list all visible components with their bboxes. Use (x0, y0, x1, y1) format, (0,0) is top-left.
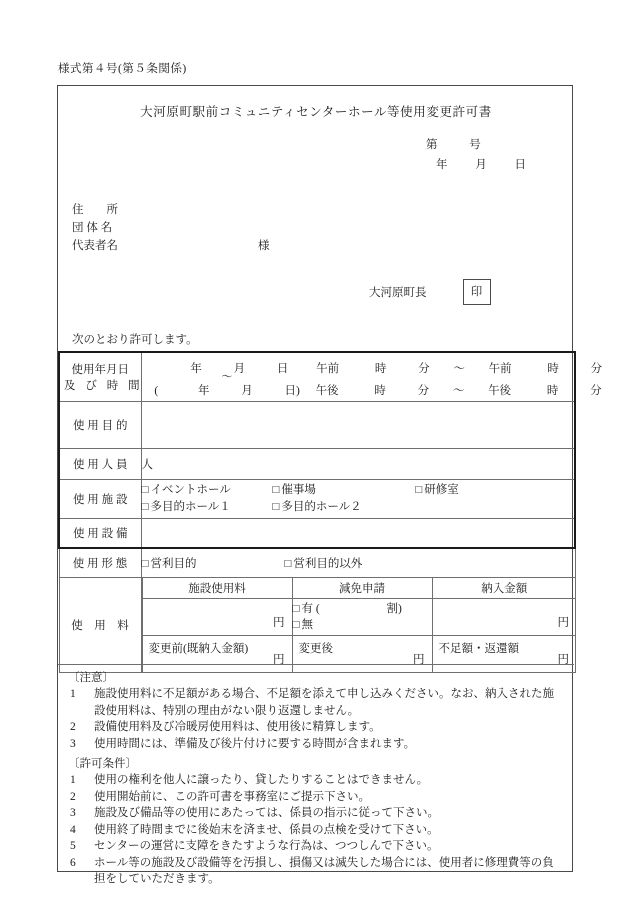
usage-type-option-label: 営利目的 (150, 558, 197, 570)
table-row-purpose (59, 402, 575, 449)
condition-text: センターの運営に支障をきたすような行為は、つつしんで下さい。 (94, 840, 439, 852)
dt2-minute-end: 分 (590, 385, 602, 397)
people-value-cell[interactable] (141, 449, 575, 480)
datetime-label-cell (59, 352, 144, 402)
dt2-hour-start: 時 (374, 385, 386, 397)
honorific-sama: 様 (258, 240, 270, 252)
datetime-value-cell[interactable] (141, 352, 603, 402)
checkbox-icon[interactable]: □ (141, 501, 149, 513)
checkbox-icon[interactable]: □ (415, 484, 423, 496)
datetime-line-second (142, 382, 602, 398)
checkbox-icon[interactable]: □ (272, 484, 280, 496)
dt2-range: 〜 (452, 385, 465, 397)
condition-item (68, 805, 564, 822)
representative-label: 代表者名 (72, 240, 118, 252)
fee-reduction-cell (292, 599, 432, 636)
table-row-usage-type (59, 548, 575, 578)
facility-option-label: 研修室 (424, 484, 459, 496)
currency-yen: 円 (273, 617, 285, 629)
reduction-rate-unit: 割) (386, 603, 402, 615)
table-row-facility (59, 480, 575, 519)
date-month: 月 (475, 159, 487, 171)
note-text: 使用時間には、準備及び後片付けに要する時間が含まれます。 (94, 737, 416, 750)
fee-difference-label: 不足額・返還額 (438, 643, 519, 655)
people-label: 使 用 人 員 (59, 449, 141, 480)
checkbox-icon[interactable]: □ (141, 484, 149, 496)
checkbox-icon[interactable]: □ (292, 619, 300, 631)
condition-text: 使用終了時間までに後始末を済ませ、係員の点検を受けて下さい。 (94, 823, 439, 836)
fee-header-reduction: 減免申請 (292, 578, 432, 599)
dt2-day: 日) (284, 385, 300, 397)
usage-type-options-cell (141, 548, 575, 578)
address-label: 住 所 (72, 204, 118, 216)
note-number: 3 (70, 737, 76, 750)
facility-option-event-hall[interactable] (142, 482, 270, 499)
condition-item (68, 772, 564, 789)
facility-option-saijijo[interactable] (272, 482, 412, 499)
seal-box: 印 (463, 279, 491, 305)
fee-header-facility: 施設使用料 (142, 578, 292, 599)
facility-options-row-2 (142, 499, 575, 516)
facility-option-label: 催事場 (281, 484, 316, 496)
date-year: 年 (436, 159, 448, 171)
facility-options-cell (141, 480, 575, 519)
fee-label: 使 用 料 (59, 578, 141, 673)
usage-type-option-label: 営利目的以外 (293, 558, 363, 570)
table-row-fee (59, 578, 575, 673)
notes-and-conditions-section (58, 664, 574, 894)
group-label: 団 体 名 (72, 222, 113, 234)
note-text: 施設使用料に不足額がある場合、不足額を添えて申し込みください。なお、納入された施設使用料は、特別の理由がない限り返還しません。 (94, 688, 554, 717)
fee-before-change-label: 変更前(既納入金額) (148, 643, 249, 655)
document-frame (57, 85, 603, 885)
currency-yen: 円 (413, 654, 425, 666)
condition-number: 6 (70, 856, 76, 869)
number-unit: 号 (469, 139, 481, 151)
facility-option-multi-hall-1[interactable] (142, 499, 270, 516)
date-day: 日 (514, 159, 526, 171)
facility-option-label: イベントホール (150, 484, 231, 496)
dt2-period-end: 午後 (488, 385, 512, 397)
people-unit: 人 (141, 459, 153, 471)
fee-after-change-label: 変更後 (298, 643, 333, 655)
usage-type-option-commercial[interactable] (142, 555, 282, 571)
facility-option-multi-hall-2[interactable] (272, 499, 412, 516)
condition-number: 4 (70, 823, 76, 836)
note-number: 1 (70, 688, 76, 700)
fee-payment-amount[interactable] (432, 599, 576, 636)
purpose-value[interactable] (141, 402, 575, 449)
issuer-name: 大河原町長 (369, 287, 427, 299)
reduction-yes-label: 有 (301, 603, 313, 615)
note-number: 2 (70, 721, 76, 733)
reduction-no-label: 無 (301, 619, 313, 631)
dt1-day: 日 (276, 363, 289, 375)
form-number: 様式第４号(第５条関係) (58, 63, 187, 75)
datetime-label-line2: 及 び 時 間 (64, 380, 144, 392)
dt1-period-end: 午前 (488, 363, 512, 375)
fee-subtable (142, 578, 577, 672)
condition-number: 1 (70, 774, 76, 786)
condition-item (68, 855, 564, 888)
note-text: 設備使用料及び冷暖房使用料は、使用後に精算します。 (94, 721, 381, 733)
usage-type-option-non-commercial[interactable] (284, 558, 362, 570)
currency-yen: 円 (557, 617, 569, 629)
conditions-heading: 〔許可条件〕 (68, 758, 137, 770)
checkbox-icon[interactable]: □ (272, 501, 280, 513)
checkbox-icon[interactable]: □ (141, 558, 149, 570)
reduction-yes-row[interactable] (293, 601, 432, 617)
note-item (68, 719, 564, 736)
equipment-value[interactable] (141, 519, 575, 549)
document-date-line (436, 156, 526, 172)
condition-text: ホール等の施設及び設備等を汚損し、損傷又は滅失した場合には、使用者に修理費等の負担をしていただきます。 (94, 856, 554, 885)
fee-facility-amount[interactable] (142, 599, 292, 636)
dt2-hour-end: 時 (546, 385, 559, 397)
facility-option-label: 多目的ホール２ (281, 501, 362, 513)
dt1-period-start: 午前 (316, 363, 340, 375)
currency-yen: 円 (273, 654, 285, 666)
condition-item (68, 789, 564, 806)
reduction-no-row[interactable] (293, 617, 432, 633)
condition-number: 2 (70, 790, 76, 803)
facility-option-label: 多目的ホール１ (150, 501, 231, 513)
number-label: 第 (426, 139, 438, 151)
dt1-hour-start: 時 (374, 363, 387, 375)
datetime-line-first (142, 360, 603, 376)
table-row-equipment (59, 519, 575, 549)
purpose-label: 使 用 目 的 (59, 402, 141, 449)
condition-text: 使用の権利を他人に譲ったり、貸したりすることはできません。 (94, 774, 429, 786)
dt2-year: 年 (197, 385, 210, 397)
facility-option-kenshushitsu[interactable] (415, 484, 458, 496)
condition-item (68, 822, 564, 839)
fee-header-row (142, 578, 576, 599)
equipment-label: 使 用 設 備 (59, 519, 141, 549)
note-item (68, 736, 564, 753)
dt1-year: 年 (190, 363, 202, 375)
dt1-minute-end: 分 (590, 363, 603, 375)
dt2-paren-open: ( (154, 385, 159, 397)
fee-values-row (142, 599, 576, 636)
dt2-month: 月 (241, 385, 253, 397)
date-range-tilde: 〜 (221, 371, 233, 383)
permit-details-table (58, 351, 603, 673)
datetime-label-line1: 使用年月日 (71, 364, 129, 376)
note-item (68, 686, 564, 719)
group-row (72, 219, 118, 237)
document-number-line (426, 136, 481, 152)
applicant-block (72, 201, 270, 255)
condition-text: 施設及び備品等の使用にあたっては、係員の指示に従って下さい。 (94, 807, 439, 819)
reduction-paren-open: ( (315, 603, 320, 615)
checkbox-icon[interactable]: □ (292, 603, 300, 615)
fee-header-payment: 納入金額 (432, 578, 576, 599)
usage-type-label: 使 用 形 態 (59, 548, 141, 578)
table-row-datetime (59, 352, 575, 402)
dt1-month: 月 (233, 363, 246, 375)
checkbox-icon[interactable]: □ (284, 558, 292, 570)
fee-subtable-cell (141, 578, 575, 673)
representative-row (72, 237, 270, 255)
facility-options-row-1 (142, 482, 575, 499)
dt1-hour-end: 時 (547, 363, 559, 375)
table-row-people (59, 449, 575, 480)
notes-heading: 〔注意〕 (68, 672, 114, 684)
dt1-range: 〜 (453, 363, 465, 375)
currency-yen: 円 (557, 654, 569, 666)
dt1-minute-start: 分 (418, 363, 430, 375)
dt2-minute-start: 分 (417, 385, 430, 397)
condition-text: 使用開始前に、この許可書を事務室にご提示下さい。 (94, 790, 370, 803)
condition-item (68, 838, 564, 855)
permit-statement: 次のとおり許可します。 (72, 334, 198, 346)
dt2-period-start: 午後 (315, 385, 339, 397)
condition-number: 3 (70, 807, 76, 819)
address-row (72, 201, 118, 219)
condition-number: 5 (70, 840, 76, 852)
document-title: 大河原町駅前コミュニティセンターホール等使用変更許可書 (140, 105, 492, 119)
issuer-block (369, 279, 491, 305)
facility-label: 使 用 施 設 (59, 480, 141, 519)
